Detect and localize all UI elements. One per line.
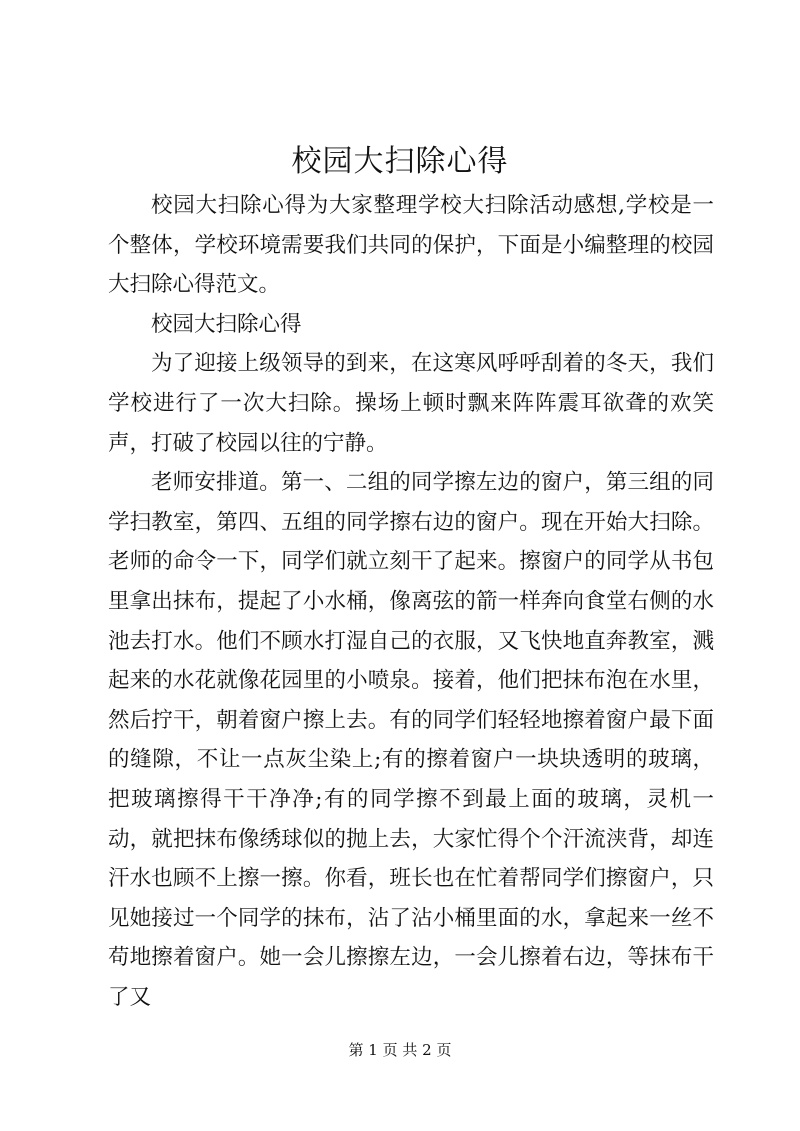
body-paragraph-2: 老师安排道。第一、二组的同学擦左边的窗户，第三组的同学扫教室，第四、五组的同学擦右边的窗户。现在开始大扫除。老师的命令一下，同学们就立刻干了起来。擦窗户的同学从书包里拿出抹布，提起了小水桶，像离弦的箭一样奔向食堂右侧的水池去打水。他们不顾水打湿自己的衣服，又飞快地直奔教室，溅起来的水花就像花园里的小喷泉。接着，他们把抹布泡在水里，然后拧干，朝着窗户擦上去。有的同学们轻轻地擦着窗户最下面的缝隙，不让一点灰尘染上;有的擦着窗户一块块透明的玻璃，把玻璃擦得干干净净;有的同学擦不到最上面的玻璃，灵机一动，就把抹布像绣球似的抛上去，大家忙得个个汗流浃背，却连汗水也顾不上擦一擦。你看，班长也在忙着帮同学们擦窗户，只见她接过一个同学的抹布，沾了沾小桶里面的水，拿起来一丝不苟地擦着窗户。她一会儿擦擦左边，一会儿擦着右边，等抹布干了又 [108, 470, 714, 1010]
section-heading: 校园大扫除心得 [151, 311, 302, 337]
body-paragraph-1: 为了迎接上级领导的到来，在这寒风呼呼刮着的冬天，我们学校进行了一次大扫除。操场上顿时飘来阵阵震耳欲聋的欢笑声，打破了校园以往的宁静。 [108, 351, 714, 456]
intro-paragraph: 校园大扫除心得为大家整理学校大扫除活动感想,学校是一个整体，学校环境需要我们共同的保护，下面是小编整理的校园大扫除心得范文。 [108, 193, 714, 298]
document-title: 校园大扫除心得 [291, 144, 509, 179]
document-body [108, 186, 714, 1017]
page-footer: 第 1 页 共 2 页 [348, 1041, 452, 1059]
